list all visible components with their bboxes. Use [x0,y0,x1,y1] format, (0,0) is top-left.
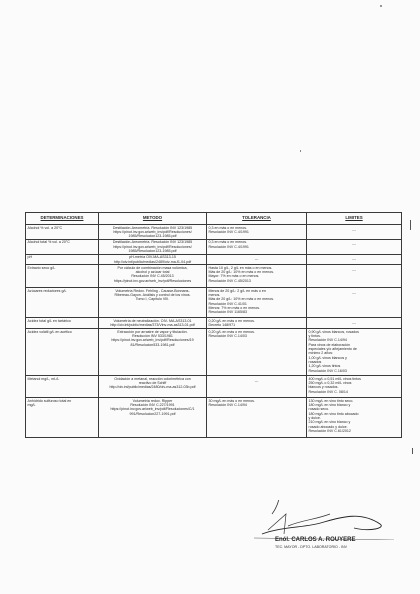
method-cell-line: Ribereau-Gayon. Análisis y control de los vinos. [114,293,191,298]
tolerance-cell-line: --- [254,257,259,262]
method-cell-line: 1985/Resolucion123-1985.pdf [128,234,177,239]
limit-cell-line: 400 mg/L o 0,51 ml/L vinos tintos [308,376,361,381]
method-cell-line: 1985/Resolucion123-1985.pdf [128,248,177,253]
tolerance-cell [207,254,307,265]
determination-cell [26,225,99,240]
determination-cell-line: Extracto seco g/L [27,265,56,270]
limit-cell [307,376,402,398]
method-cell-line: http://oiv.int/public/medias/373/Vinv-ma-as313-01.pdf [110,323,195,328]
tolerance-cell-line: 0,20 g/L en más o en menos. [208,318,255,323]
handwritten-signature [254,500,404,540]
method-cell-line: Extracción por arrastre de vapor y titulación. [117,329,188,334]
determination-cell-line: Anhídrido sulfuroso total en [27,398,72,403]
determination-cell-line: pH [27,255,33,260]
header-tolerancia: TOLERANCIA [207,213,307,225]
determination-cell-line: Acidez total g/L en tartárico [27,318,71,323]
method-cell-line: Destilación-Areometría. Resolución INV 123/1985 [112,225,193,230]
method-cell-line: alcohol y azúcar total [135,270,170,275]
limit-cell-line: 250 mg/L o 0,32 ml/L vinos [308,381,352,386]
table-header-row [26,213,402,225]
limit-cell-line: 1,20 g/L vinos tintos [308,364,341,369]
header-limites: LIMITES [307,213,402,225]
limit-cell [307,225,402,240]
signatory-title: TEC. MAYOR - DPTO. LABORATORIO - INV [275,545,348,549]
method-cell-line: Oxidación a metanal, reacción colorimétrica con [114,376,191,381]
limit-cell-line: 210 mg/L en vino blanco y [308,420,351,425]
limit-cell [307,398,402,438]
table-row [26,265,402,288]
tolerance-cell [207,318,307,329]
limit-cell-line: --- [352,242,356,247]
limit-cell-line: 130 mg/L en vino tinto seco. [308,398,354,403]
tolerance-cell-line: 0,3 en más o en menos. [208,225,248,230]
method-cell-line: Volumetría de neutralización. OIV- MA-AS313-01 [113,318,192,323]
limit-cell-line: especiales y/o añejamiento de [308,347,357,352]
determination-cell [26,329,99,376]
limit-cell-line: rosados [308,359,322,364]
tolerance-cell [207,376,307,398]
tolerance-cell-line: Decreto 148/971 [208,323,236,328]
tolerance-cell [207,329,307,376]
tolerance-cell-line: Resolución INV C.14/94 [208,403,247,408]
table-row [26,318,402,329]
determination-cell [26,376,99,398]
method-cell [99,329,207,376]
limit-cell [307,288,402,318]
method-cell-line: https://pinot.inv.gov.ar/web_inv/pdf/Resoluciones/C/1 [110,407,195,412]
method-cell-line: https://pinot.inv.gov.ar/web_inv/pdf/Resoluciones [113,278,192,283]
header-determinaciones: DETERMINACIONES [26,213,99,225]
tolerance-cell-line: Mayor: 7% en más o en menos. [208,274,260,279]
limit-cell-line: Resolución INV C. 08/14 [308,389,348,394]
method-cell [99,398,207,438]
method-cell-line: reactivo de Schiff [138,381,167,386]
limit-cell-line: Resolución INV C.14/94 [308,338,347,343]
determination-cell-line: Alcohol total % vol. a 20°C [27,240,70,245]
method-cell-line: Volumetría redox. Ripper [132,398,173,403]
determination-cell [26,288,99,318]
tolerance-cell-line: Menos: 7% en más o en menos. [208,306,261,311]
limit-cell-line: mínimo 2 años: [308,351,334,356]
method-cell-line: Volumetría Redox. Fehling - Causse-Bonnans- [115,288,190,293]
method-cell [99,254,207,265]
tolerance-cell-line: Más de 20 g/L: 10% en más o en menos. [208,270,275,275]
method-cell-line: 991/Resolucion227-1991.pdf [129,411,176,416]
limit-cell-line: y tintos. [308,334,321,339]
determination-cell [26,398,99,438]
determination-cell-line: Alcohol % vol. a 20°C [27,225,63,230]
tolerance-cell-line: menos. [208,293,221,298]
tolerance-cell-line: Menos de 20 g/L: 2 g/L en más o en [208,288,266,293]
method-cell [99,318,207,329]
method-cell-line: http://oiv.int/public/medias/2489/oiv-ma-f1-04.pdf [113,259,192,264]
table-row [26,376,402,398]
tolerance-cell-line: 30 mg/L en más o en menos. [208,398,255,403]
limit-cell-line: 0,90 g/L vinos blancos, rosados [308,329,359,334]
tolerance-cell-line: Resolución INV C.4/1991 [208,244,249,249]
limit-cell [307,239,402,254]
tolerance-cell-line: --- [254,378,259,383]
limit-cell-line: Para vinos de elaboración [308,342,351,347]
tolerance-cell [207,288,307,318]
table-row [26,225,402,240]
determination-cell-line: Metanol mg/L, mL/L [27,376,60,381]
limit-cell-line: 180 mg/L en vino blanco y [308,403,351,408]
method-cell-line: Tomo I, Capítulo VIII. [135,297,170,302]
tolerance-cell [207,265,307,288]
tolerance-cell-line: Más de 20 g/L: 10% en más o en menos. [208,297,275,302]
scan-speck [380,5,382,7]
method-cell-line: Resolución INV C.227/1991 [130,403,175,408]
header-metodo: METODO [99,213,207,225]
determination-cell [26,254,99,265]
signature-block [240,500,400,580]
tolerance-cell-line: Resolución INV C.45/2013 [208,278,251,283]
method-cell [99,376,207,398]
method-cell [99,225,207,240]
determination-cell-line: mg/L [27,403,36,408]
tolerance-cell [207,398,307,438]
tolerance-cell-line: Hasta 10 g/L, 2 g/L en más o en menos. [208,265,273,270]
method-cell [99,239,207,254]
limit-cell-line: 180 mg/L en vino tinto abocado [308,411,359,416]
method-cell-line: Por cálculo de combinación masa volúmica, [117,265,188,270]
signatory-name: Enól. CARLOS A. ROUYERE [275,537,356,543]
table-row [26,398,402,438]
determination-cell [26,318,99,329]
method-cell-line: https://pinot.inv.gov.ar/web_inv/pdf/Resoluciones/ [113,229,192,234]
method-cell-line: https://pinot.inv.gov.ar/web_inv/pdf/Resoluciones/19 [111,338,194,343]
limit-cell-line: --- [352,320,356,325]
limit-cell [307,265,402,288]
method-cell [99,265,207,288]
method-cell-line: 81/Resolucion533-1981.pdf [130,342,175,347]
limit-cell-line: Resolución INV C.61/2012 [308,428,351,433]
scan-mark [412,448,413,454]
tolerance-cell [207,225,307,240]
limit-cell-line: rosado abocado y dulce. [308,424,348,429]
table-row [26,288,402,318]
limit-cell-line: y dulce. [308,416,321,421]
method-cell-line: Resolución INV 533/1981 [132,334,173,339]
method-cell-line: Destilación-Areometría. Resolución INV 123/1985 [112,240,193,245]
tolerance-cell-line: Resolución INV C.14/03 [208,334,247,339]
limit-cell-line: --- [352,290,356,295]
method-cell-line: Resolución INV C.45/2013 [131,274,174,279]
limit-cell-line: --- [352,267,356,272]
determination-cell-line: Azúcares reductores g/L [27,288,67,293]
scan-speck [300,150,301,152]
limit-cell-line: Resolución INV C.16/03 [308,368,347,373]
tolerance-cell-line: Resolución INV C.41/01 [208,301,247,306]
table-body [26,225,402,438]
table-row [26,254,402,265]
limit-cell [307,329,402,376]
limit-cell-line: blancos y rosados. [308,385,339,390]
tolerance-cell-line: 0,3 en más o en menos. [208,240,248,245]
table-row [26,239,402,254]
method-cell-line: pH-metría OIV-MA-AS313-15 [129,255,176,260]
tolerance-cell-line: Resolución INV C.4/1991 [208,229,249,234]
method-cell-line: http://oiv.int/public/medias/2480/oiv-ma-as312-03b.pdf [109,385,196,390]
determination-cell [26,265,99,288]
determinations-table [25,212,402,438]
tolerance-cell [207,239,307,254]
table-row [26,329,402,376]
scan-mark [410,220,411,230]
limit-cell-line: --- [352,227,356,232]
determination-cell [26,239,99,254]
method-cell [99,288,207,318]
tolerance-cell-line: 0,20 g/L en más o en menos. [208,329,255,334]
limit-cell-line: 1,00 g/L vinos blancos y [308,355,347,360]
method-cell-line: https://pinot.inv.gov.ar/web_inv/pdf/Resoluciones/ [113,244,192,249]
tolerance-cell-line: Resolución INV 1165/83 [208,310,247,315]
determination-cell-line: Acidez volátil g/L en acético [27,329,72,334]
limit-cell [307,254,402,265]
limit-cell [307,318,402,329]
limit-cell-line: --- [352,257,356,262]
limit-cell-line: rosado seco. [308,407,330,412]
